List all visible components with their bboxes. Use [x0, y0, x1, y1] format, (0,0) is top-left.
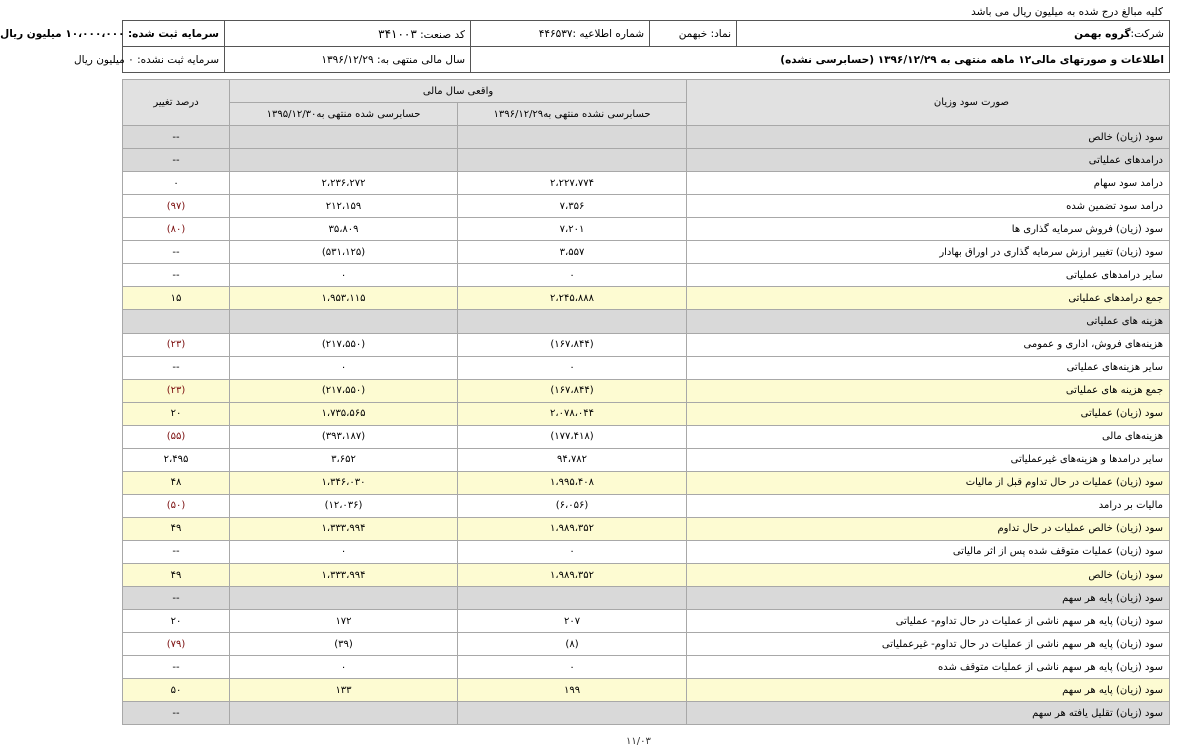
current-value: ۳،۵۵۷	[458, 241, 687, 264]
info-no-value: ۴۴۶۵۳۷	[538, 27, 573, 40]
row-label: سود (زیان) پایه هر سهم	[687, 679, 1170, 702]
row-label: جمع درامدهای عملیاتی	[687, 287, 1170, 310]
table-row	[123, 471, 1170, 494]
row-label: هزینه‌های فروش، اداری و عمومی	[687, 333, 1170, 356]
table-row	[123, 540, 1170, 563]
previous-value: (۳۹۳،۱۸۷)	[230, 425, 458, 448]
table-row	[123, 448, 1170, 471]
change-percent: (۵۰)	[123, 494, 230, 517]
previous-value: ۲،۲۳۶،۲۷۲	[230, 172, 458, 195]
change-percent: (۲۳)	[123, 379, 230, 402]
change-percent: (۸۰)	[123, 218, 230, 241]
table-row	[123, 149, 1170, 172]
change-percent: --	[123, 656, 230, 679]
symbol-cell: نماد: خبهمن	[650, 21, 737, 47]
row-label: سود (زیان) عملیات متوقف شده پس از اثر مالیاتی	[687, 540, 1170, 563]
current-value	[458, 587, 687, 610]
current-value: ۲،۲۲۷،۷۷۴	[458, 172, 687, 195]
table-row	[123, 656, 1170, 679]
report-header	[0, 20, 1170, 73]
report-title: اطلاعات و صورتهای مالی۱۲ ماهه منتهی به ۱۳۹۶/۱۲/۲۹ (حسابرسی نشده)	[471, 47, 1170, 73]
row-label: سود (زیان) خالص عملیات در حال تداوم	[687, 517, 1170, 540]
current-value: (۸)	[458, 633, 687, 656]
row-label: سود (زیان) تغییر ارزش سرمایه گذاری در اوراق بهادار	[687, 241, 1170, 264]
change-percent: --	[123, 149, 230, 172]
previous-value: (۲۱۷،۵۵۰)	[230, 333, 458, 356]
current-value: ۱۹۹	[458, 679, 687, 702]
previous-value	[230, 702, 458, 725]
previous-value: (۲۱۷،۵۵۰)	[230, 379, 458, 402]
previous-value: ۰	[230, 656, 458, 679]
row-label: سایر هزینه‌های عملیاتی	[687, 356, 1170, 379]
table-row	[123, 587, 1170, 610]
change-percent: ۴۹	[123, 517, 230, 540]
row-label: سود (زیان) پایه هر سهم	[687, 587, 1170, 610]
symbol-value: خبهمن	[678, 27, 708, 40]
change-percent: ۲،۴۹۵	[123, 448, 230, 471]
table-row	[123, 702, 1170, 725]
table-row	[123, 264, 1170, 287]
page-footer: ۱۱/۰۳	[626, 736, 651, 747]
current-value: ۷،۳۵۶	[458, 195, 687, 218]
change-percent: --	[123, 241, 230, 264]
table-row	[123, 218, 1170, 241]
capital-unreg-cell: سرمایه ثبت نشده: ۰ میلیون ریال	[123, 47, 225, 73]
change-percent: (۲۳)	[123, 333, 230, 356]
table-row	[123, 679, 1170, 702]
previous-value: (۵۳۱،۱۲۵)	[230, 241, 458, 264]
change-percent: ۴۸	[123, 471, 230, 494]
current-value: ۹۴،۷۸۲	[458, 448, 687, 471]
col-change: درصد تغییر	[123, 80, 230, 126]
fiscal-year-cell: سال مالی منتهی به: ۱۳۹۶/۱۲/۲۹	[225, 47, 471, 73]
row-label: هزینه‌های مالی	[687, 425, 1170, 448]
previous-value: ۱۷۲	[230, 610, 458, 633]
row-label: مالیات بر درامد	[687, 494, 1170, 517]
row-label: درامد سود سهام	[687, 172, 1170, 195]
table-row	[123, 633, 1170, 656]
row-label: درامدهای عملیاتی	[687, 149, 1170, 172]
previous-value: (۳۹)	[230, 633, 458, 656]
change-percent: ۱۵	[123, 287, 230, 310]
current-value: ۲۰۷	[458, 610, 687, 633]
change-percent: ۴۹	[123, 563, 230, 586]
table-row	[123, 195, 1170, 218]
previous-value: ۱،۳۳۳،۹۹۴	[230, 517, 458, 540]
industry-code: ۳۴۱۰۰۳	[378, 26, 417, 41]
change-percent: --	[123, 702, 230, 725]
table-row	[123, 494, 1170, 517]
previous-value: ۱،۳۴۶،۰۳۰	[230, 471, 458, 494]
current-value: ۲،۲۴۵،۸۸۸	[458, 287, 687, 310]
current-value	[458, 126, 687, 149]
table-row	[123, 517, 1170, 540]
previous-value: (۱۲،۰۳۶)	[230, 494, 458, 517]
row-label: سود (زیان) خالص	[687, 563, 1170, 586]
previous-value	[230, 126, 458, 149]
company-name: گروه بهمن	[1074, 27, 1131, 40]
current-value: (۱۷۷،۴۱۸)	[458, 425, 687, 448]
table-row	[123, 610, 1170, 633]
current-value	[458, 310, 687, 333]
current-value	[458, 702, 687, 725]
current-value: (۱۶۷،۸۴۴)	[458, 379, 687, 402]
change-percent: --	[123, 540, 230, 563]
row-label: هزینه های عملیاتی	[687, 310, 1170, 333]
row-label: سود (زیان) تقلیل یافته هر سهم	[687, 702, 1170, 725]
current-value: ۲،۰۷۸،۰۴۴	[458, 402, 687, 425]
row-label: سود (زیان) عملیات در حال تداوم قبل از مالیات	[687, 471, 1170, 494]
previous-value: ۱،۹۵۳،۱۱۵	[230, 287, 458, 310]
previous-value: ۲۱۲،۱۵۹	[230, 195, 458, 218]
change-percent: ۲۰	[123, 610, 230, 633]
current-value: ۰	[458, 656, 687, 679]
change-percent: --	[123, 126, 230, 149]
table-row	[123, 425, 1170, 448]
previous-value: ۰	[230, 356, 458, 379]
row-label: جمع هزینه های عملیاتی	[687, 379, 1170, 402]
previous-value	[230, 149, 458, 172]
table-row	[123, 402, 1170, 425]
change-percent: (۹۷)	[123, 195, 230, 218]
previous-value: ۳،۶۵۲	[230, 448, 458, 471]
row-label: درامد سود تضمین شده	[687, 195, 1170, 218]
previous-value: ۱،۳۳۳،۹۹۴	[230, 563, 458, 586]
previous-value: ۱،۷۳۵،۵۶۵	[230, 402, 458, 425]
change-percent: ۰	[123, 172, 230, 195]
table-row	[123, 563, 1170, 586]
change-percent: (۵۵)	[123, 425, 230, 448]
current-value: ۰	[458, 264, 687, 287]
row-label: سود (زیان) پایه هر سهم ناشی از عملیات در حال تداوم- غیرعملیاتی	[687, 633, 1170, 656]
info-no-cell: شماره اطلاعیه :۴۴۶۵۳۷	[471, 21, 650, 47]
change-percent	[123, 310, 230, 333]
current-value: ۰	[458, 356, 687, 379]
previous-value: ۱۳۳	[230, 679, 458, 702]
table-row	[123, 379, 1170, 402]
previous-value	[230, 310, 458, 333]
current-value	[458, 149, 687, 172]
change-percent: --	[123, 356, 230, 379]
row-label: سایر درامدها و هزینه‌های غیرعملیاتی	[687, 448, 1170, 471]
company-cell: شرکت:گروه بهمن	[737, 21, 1170, 47]
change-percent: ۵۰	[123, 679, 230, 702]
current-value: (۶،۰۵۶)	[458, 494, 687, 517]
industry-cell: کد صنعت: ۳۴۱۰۰۳	[225, 21, 471, 47]
table-row	[123, 126, 1170, 149]
row-label: سود (زیان) عملیاتی	[687, 402, 1170, 425]
current-value: (۱۶۷،۸۴۴)	[458, 333, 687, 356]
previous-value: ۳۵،۸۰۹	[230, 218, 458, 241]
row-label: سود (زیان) پایه هر سهم ناشی از عملیات در حال تداوم- عملیاتی	[687, 610, 1170, 633]
previous-value: ۰	[230, 264, 458, 287]
row-label: سود (زیان) پایه هر سهم ناشی از عملیات متوقف شده	[687, 656, 1170, 679]
change-percent: ۲۰	[123, 402, 230, 425]
table-row	[123, 287, 1170, 310]
change-percent: --	[123, 264, 230, 287]
table-row	[123, 172, 1170, 195]
table-row	[123, 310, 1170, 333]
col-title: صورت سود وزیان	[687, 80, 1170, 126]
current-value: ۱،۹۸۹،۳۵۲	[458, 517, 687, 540]
previous-value	[230, 587, 458, 610]
table-row	[123, 333, 1170, 356]
fiscal-year-value: ۱۳۹۶/۱۲/۲۹	[321, 53, 374, 66]
capital-unreg-value: ۰ میلیون ریال	[74, 53, 134, 66]
col-actual: واقعی سال مالی	[230, 80, 687, 103]
change-percent: (۷۹)	[123, 633, 230, 656]
col-current: حسابرسی نشده منتهی به۱۳۹۶/۱۲/۲۹	[458, 103, 687, 126]
table-row	[123, 241, 1170, 264]
current-value: ۷،۲۰۱	[458, 218, 687, 241]
row-label: سایر درامدهای عملیاتی	[687, 264, 1170, 287]
current-value: ۱،۹۸۹،۳۵۲	[458, 563, 687, 586]
current-value: ۰	[458, 540, 687, 563]
capital-reg-value: ۱۰،۰۰۰،۰۰۰ میلیون ریال	[0, 27, 125, 40]
table-row	[123, 356, 1170, 379]
amounts-note: کلیه مبالغ درج شده به میلیون ریال می باشد	[971, 6, 1163, 18]
previous-value: ۰	[230, 540, 458, 563]
income-statement-table	[122, 79, 1170, 725]
current-value: ۱،۹۹۵،۴۰۸	[458, 471, 687, 494]
col-prev: حسابرسی شده منتهی به۱۳۹۵/۱۲/۳۰	[230, 103, 458, 126]
row-label: سود (زیان) خالص	[687, 126, 1170, 149]
capital-reg-cell: سرمایه ثبت شده: ۱۰،۰۰۰،۰۰۰ میلیون ریال	[123, 21, 225, 47]
row-label: سود (زیان) فروش سرمایه گذاری ها	[687, 218, 1170, 241]
change-percent: --	[123, 587, 230, 610]
